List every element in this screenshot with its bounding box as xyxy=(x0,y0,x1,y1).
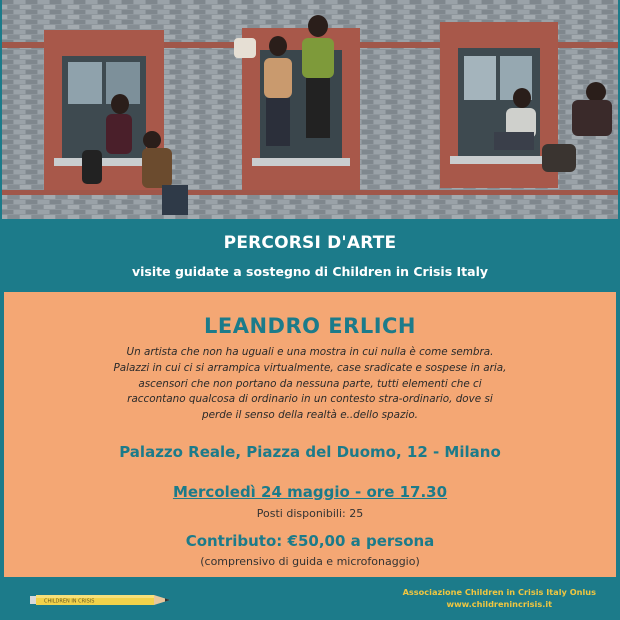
event-price: Contributo: €50,00 a persona xyxy=(185,532,435,550)
footer xyxy=(0,577,620,620)
event-panel xyxy=(4,292,616,577)
page-subtitle: visite guidate a sostegno di Children in Crisis Italy xyxy=(131,264,488,279)
org-name: Associazione Children in Crisis Italy Onlus xyxy=(402,587,596,597)
description-line: perde il senso della realtà e..dello spazio. xyxy=(202,409,418,422)
pencil-icon xyxy=(30,591,174,610)
org-website[interactable]: www.childrenincrisis.it xyxy=(446,599,553,609)
description-line: ascensori che non portano da nessuna parte, tutti elementi che ci xyxy=(138,377,482,390)
seats-available: Posti disponibili: 25 xyxy=(256,507,364,520)
description-line: Palazzi in cui ci si arrampica virtualmente, case sradicate e sospese in aria, xyxy=(113,361,507,374)
hero-photo xyxy=(2,0,618,219)
event-venue: Palazzo Reale, Piazza del Duomo, 12 - Milano xyxy=(119,443,501,461)
event-description xyxy=(64,345,556,424)
pencil-label: CHILDREN IN CRISIS xyxy=(44,598,95,605)
title-band xyxy=(0,219,620,292)
window-center xyxy=(242,28,360,190)
page-title: PERCORSI D'ARTE xyxy=(223,233,397,253)
description-line: raccontano qualcosa di ordinario in un contesto stra-ordinario, dove si xyxy=(127,393,493,406)
window-right xyxy=(440,22,558,188)
event-date: Mercoledì 24 maggio - ore 17.30 xyxy=(172,483,448,501)
artist-name: LEANDRO ERLICH xyxy=(203,314,417,338)
price-note: (comprensivo di guida e microfonaggio) xyxy=(200,555,420,568)
description-line: Un artista che non ha uguali e una mostra in cui nulla è come sembra. xyxy=(126,346,494,358)
org-info xyxy=(403,586,596,610)
